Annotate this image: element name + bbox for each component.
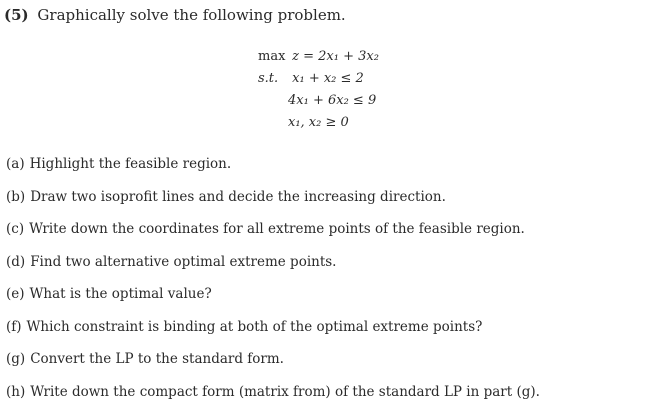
part-tag: (d) — [6, 253, 26, 270]
part-tag: (b) — [6, 188, 26, 205]
objective-label: max — [258, 49, 286, 64]
part-text: Convert the LP to the standard form. — [30, 351, 284, 367]
problem-header — [4, 6, 346, 24]
part-text: What is the optimal value? — [29, 286, 212, 302]
part-text: Which constraint is binding at both of the optimal extreme points? — [26, 318, 483, 335]
part-tag: (g) — [6, 351, 26, 367]
constraint-2: 4x₁ + 6x₂ ≤ 9 — [288, 93, 377, 108]
part-text: Write down the coordinates for all extreme points of the feasible region. — [29, 221, 525, 237]
part-a — [6, 148, 540, 181]
constraint-row-1 — [258, 68, 379, 90]
part-tag: (c) — [6, 221, 25, 237]
part-h — [6, 376, 540, 409]
part-tag: (h) — [6, 383, 26, 400]
part-text: Draw two isoprofit lines and decide the increasing direction. — [30, 188, 446, 205]
part-tag: (e) — [6, 286, 25, 302]
problem-title: Graphically solve the following problem. — [37, 6, 346, 24]
constraint-row-2 — [258, 90, 379, 112]
part-text: Highlight the feasible region. — [29, 156, 232, 172]
problem-number: (5) — [4, 6, 29, 24]
part-b — [6, 181, 540, 214]
constraint-1: x₁ + x₂ ≤ 2 — [292, 71, 364, 86]
part-e — [6, 278, 540, 311]
part-f — [6, 311, 540, 344]
objective-expression: z = 2x₁ + 3x₂ — [292, 49, 379, 64]
objective-row — [258, 46, 379, 68]
part-text: Write down the compact form (matrix from) of the standard LP in part (g). — [30, 383, 540, 400]
nonnegativity-constraint: x₁, x₂ ≥ 0 — [288, 115, 349, 130]
part-tag: (f) — [6, 318, 22, 335]
linear-program — [258, 46, 379, 134]
part-text: Find two alternative optimal extreme points. — [30, 253, 337, 270]
part-tag: (a) — [6, 156, 25, 172]
nonnegativity-row — [258, 112, 379, 134]
part-c — [6, 213, 540, 246]
part-d — [6, 246, 540, 279]
question-parts — [6, 148, 540, 408]
subject-to-label: s.t. — [258, 71, 279, 86]
part-g — [6, 343, 540, 376]
